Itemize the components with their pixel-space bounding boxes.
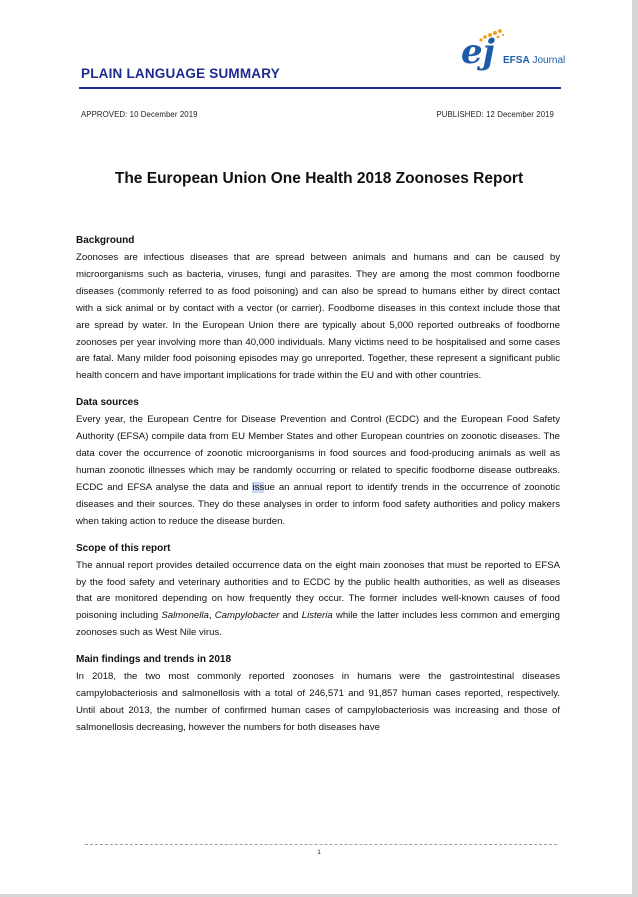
scope-italic-campylobacter: Campylobacter [214, 610, 280, 622]
scope-text-2: , [208, 610, 215, 622]
section-heading-background: Background [76, 235, 135, 246]
summary-body [76, 232, 560, 746]
document-title: The European Union One Health 2018 Zoonoses Report [114, 170, 524, 187]
section-heading-findings: Main findings and trends in 2018 [76, 654, 232, 666]
section-text-background: Zoonoses are infectious diseases that are spread between animals and humans and can be caused by microorganisms such as bacteria, viruses, fungi and parasites. They are among the most common foodborne diseases (commonly referred to as food poisoning) and can also be spread to humans either by direct contact with a sick animal or by contact with a vector (or carrier). Foodborne diseases in this context include those that are spread by water. In the European Union there are typically about 5,000 reported outbreaks of foodborne zoonoses per year involving more than 40,000 individuals. Many victims need to be hospitalised and some cases are fatal. Many milder food poisoning episodes may go unreported. Together, these represent a significant public health concern and have important implications for trade within the EU and with other countries. [76, 252, 560, 382]
approved-date: APPROVED: 10 December 2019 [81, 110, 198, 119]
page-edge-right [632, 0, 638, 897]
logo-wordmark [503, 55, 565, 66]
scope-text-4: while the latter includes less common and emerging zoonoses such as West Nile virus. [76, 610, 560, 639]
plain-language-summary-heading: PLAIN LANGUAGE SUMMARY [81, 66, 280, 81]
logo-name: EFSA [503, 55, 530, 66]
scope-text-1: The annual report provides detailed occurrence data on the eight main zoonoses that must be reported to EFSA by the food safety and veterinary authorities and to ECDC by the public health authorities, as well as diseases that are monitored depending on how frequently they occur. The former includes well-known causes of food poisoning including [76, 559, 560, 622]
text-selection-highlight: iss [252, 481, 265, 493]
section-text-scope [76, 558, 560, 643]
header-rule [79, 87, 561, 89]
section-heading-data-sources: Data sources [76, 397, 139, 409]
section-text-data-sources [76, 412, 560, 530]
data-sources-text-after: ue an annual report to identify trends in the occurrence of zoonotic diseases and their sources. They do these analyses in order to inform food safety authorities and policy makers when taking action to reduce the disease burden. [76, 481, 560, 527]
scope-text-3: and [279, 610, 302, 622]
section-text-findings: In 2018, the two most commonly reported zoonoses in humans were the gastrointestinal diseases campylobacteriosis and salmonellosis with a total of 246,571 and 91,857 human cases reported, respectively. Until about 2013, the number of confirmed human cases of campylobacteriosis was increasing and those of salmonellosis decreasing, however the numbers for both diseases have [76, 671, 560, 733]
published-date: PUBLISHED: 12 December 2019 [436, 110, 554, 119]
scope-italic-salmonella: Salmonella [161, 610, 209, 622]
efsa-journal-logo [455, 28, 565, 84]
section-heading-scope: Scope of this report [76, 542, 171, 554]
scope-italic-listeria: Listeria [301, 610, 333, 622]
data-sources-text-before: Every year, the European Centre for Disease Prevention and Control (ECDC) and the European Food Safety Authority (EFSA) compile data from EU Member States and other European countries on zoonotic diseases. The data cover the occurrence of zoonotic microorganisms in food sources and food-producing animals as well as human zoonotic illnesses which may be randomly occurring or related to specific foodborne disease outbreaks. ECDC and EFSA analyse the data and [76, 414, 560, 493]
logo-suffix: Journal [529, 55, 566, 66]
footer-rule [85, 844, 557, 845]
page-number: 1 [317, 849, 321, 856]
logo-mark: ej [461, 32, 495, 72]
